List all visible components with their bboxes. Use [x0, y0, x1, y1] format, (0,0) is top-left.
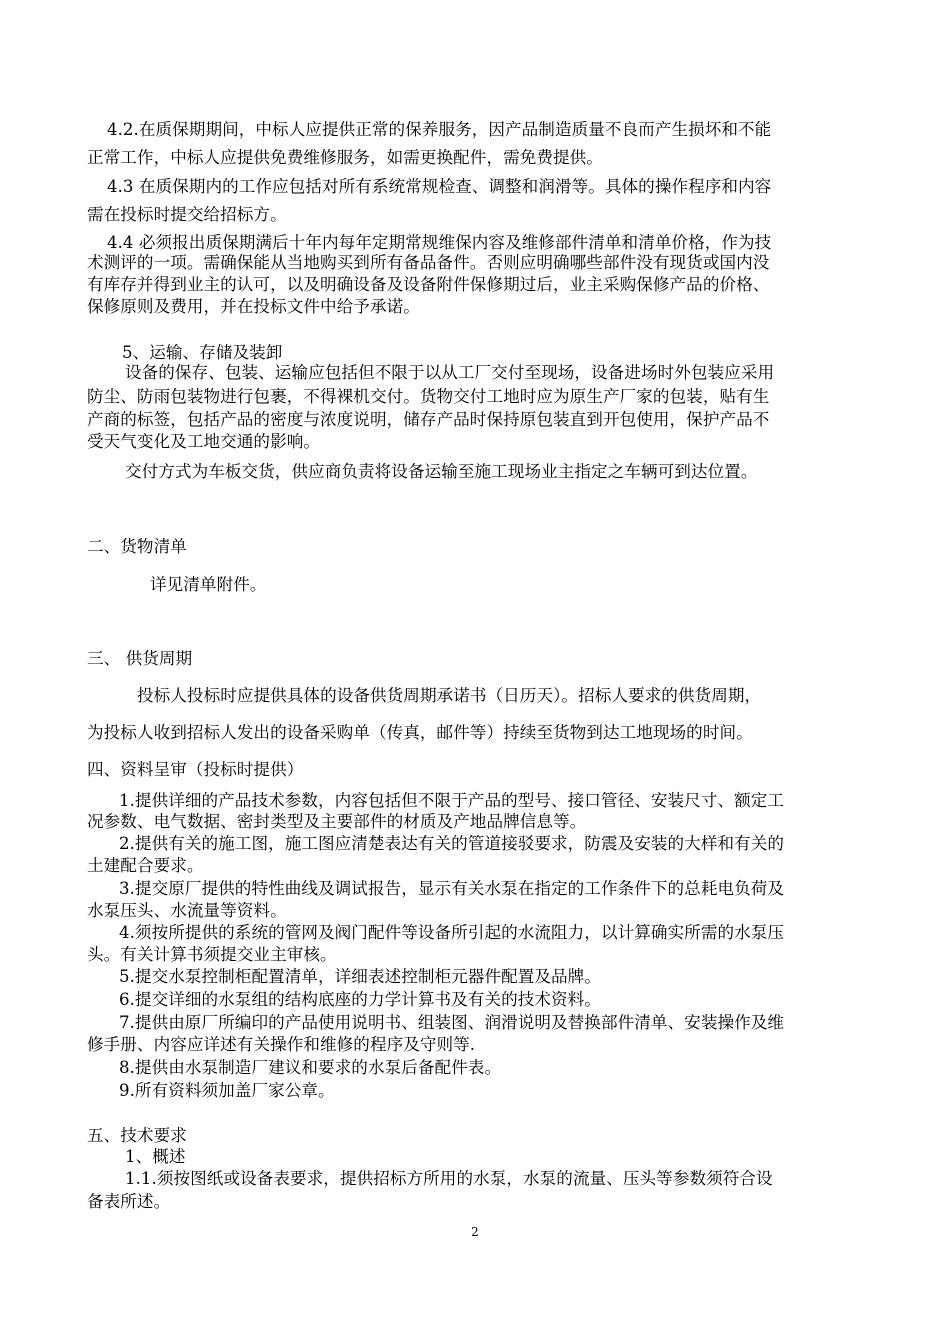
text-line: 9.所有资料须加盖厂家公章。 — [119, 1081, 335, 1100]
text-line: 4.3 在质保期内的工作应包括对所有系统常规检查、调整和润滑等。具体的操作程序和内容 — [107, 177, 772, 196]
text-line: 备表所述。 — [87, 1192, 171, 1211]
section-heading: 二、货物清单 — [87, 537, 187, 556]
text-line: 为投标人收到招标人发出的设备采购单（传真，邮件等）持续至货物到达工地现场的时间。 — [87, 723, 753, 742]
text-line: 修手册、内容应详述有关操作和维修的程序及守则等. — [87, 1035, 476, 1054]
text-line: 1、概述 — [125, 1147, 186, 1166]
text-line: 有库存并得到业主的认可，以及明确设备及设备附件保修期过后，业主采购保修产品的价格、 — [87, 275, 770, 294]
text-line: 正常工作，中标人应提供免费维修服务，如需更换配件，需免费提供。 — [87, 148, 603, 167]
section-heading: 5、运输、存储及装卸 — [122, 343, 283, 362]
text-line: 土建配合要求。 — [87, 856, 204, 875]
text-line: 投标人投标时应提供具体的设备供货周期承诺书（日历天）。招标人要求的供货周期， — [137, 686, 762, 705]
section-heading: 三、 供货周期 — [87, 649, 193, 668]
text-line: 2.提供有关的施工图，施工图应清楚表达有关的管道接驳要求，防震及安装的大样和有关的 — [119, 834, 785, 853]
text-line: 1.1.须按图纸或设备表要求，提供招标方所用的水泵，水泵的流量、压头等参数须符合设 — [125, 1169, 773, 1188]
text-line: 1.提供详细的产品技术参数，内容包括但不限于产品的型号、接口管径、安装尺寸、额定工 — [119, 791, 785, 810]
text-line: 受天气变化及工地交通的影响。 — [87, 432, 321, 451]
text-line: 况参数、电气数据、密封类型及主要部件的材质及产地品牌信息等。 — [87, 812, 587, 831]
text-line: 保修原则及费用，并在投标文件中给予承诺。 — [87, 297, 420, 316]
text-line: 4.2.在质保期期间，中标人应提供正常的保养服务，因产品制造质量不良而产生损坏和不能 — [107, 120, 772, 139]
text-line: 8.提供由水泵制造厂建议和要求的水泵后备配件表。 — [119, 1058, 502, 1077]
text-line: 3.提交原厂提供的特性曲线及调试报告，显示有关水泵在指定的工作条件下的总耗电负荷及 — [119, 879, 785, 898]
text-line: 详见清单附件。 — [150, 575, 267, 594]
text-line: 4.4 必须报出质保期满后十年内每年定期常规维保内容及维修部件清单和清单价格，作为技 — [107, 233, 772, 252]
text-line: 防尘、防雨包装物进行包裹，不得裸机交付。货物交付工地时应为原生产厂家的包装，贴有生 — [87, 387, 770, 406]
text-line: 水泵压头、水流量等资料。 — [87, 901, 287, 920]
text-line: 6.提交详细的水泵组的结构底座的力学计算书及有关的技术资料。 — [119, 990, 601, 1009]
text-line: 产商的标签，包括产品的密度与浓度说明，储存产品时保持原包装直到开包使用，保护产品不 — [87, 410, 770, 429]
text-line: 交付方式为车板交货，供应商负责将设备运输至施工现场业主指定之车辆可到达位置。 — [125, 462, 758, 481]
text-line: 设备的保存、包装、运输应包括但不限于以从工厂交付至现场，设备进场时外包装应采用 — [125, 363, 775, 382]
text-line: 术测评的一项。需确保能从当地购买到所有备品备件。否则应明确哪些部件没有现货或国内没 — [87, 253, 770, 272]
page-number: 2 — [471, 1225, 479, 1239]
text-line: 需在投标时提交给招标方。 — [87, 205, 287, 224]
text-line: 5.提交水泵控制柜配置清单，详细表述控制柜元器件配置及品牌。 — [119, 967, 601, 986]
section-heading: 五、技术要求 — [87, 1126, 187, 1145]
text-line: 7.提供由原厂所编印的产品使用说明书、组装图、润滑说明及替换部件清单、安装操作及维 — [119, 1013, 785, 1032]
text-line: 头。有关计算书须提交业主审核。 — [87, 945, 337, 964]
text-line: 4.须按所提供的系统的管网及阀门配件等设备所引起的水流阻力，以计算确实所需的水泵压 — [119, 923, 785, 942]
section-heading: 四、资料呈审（投标时提供） — [87, 760, 304, 779]
